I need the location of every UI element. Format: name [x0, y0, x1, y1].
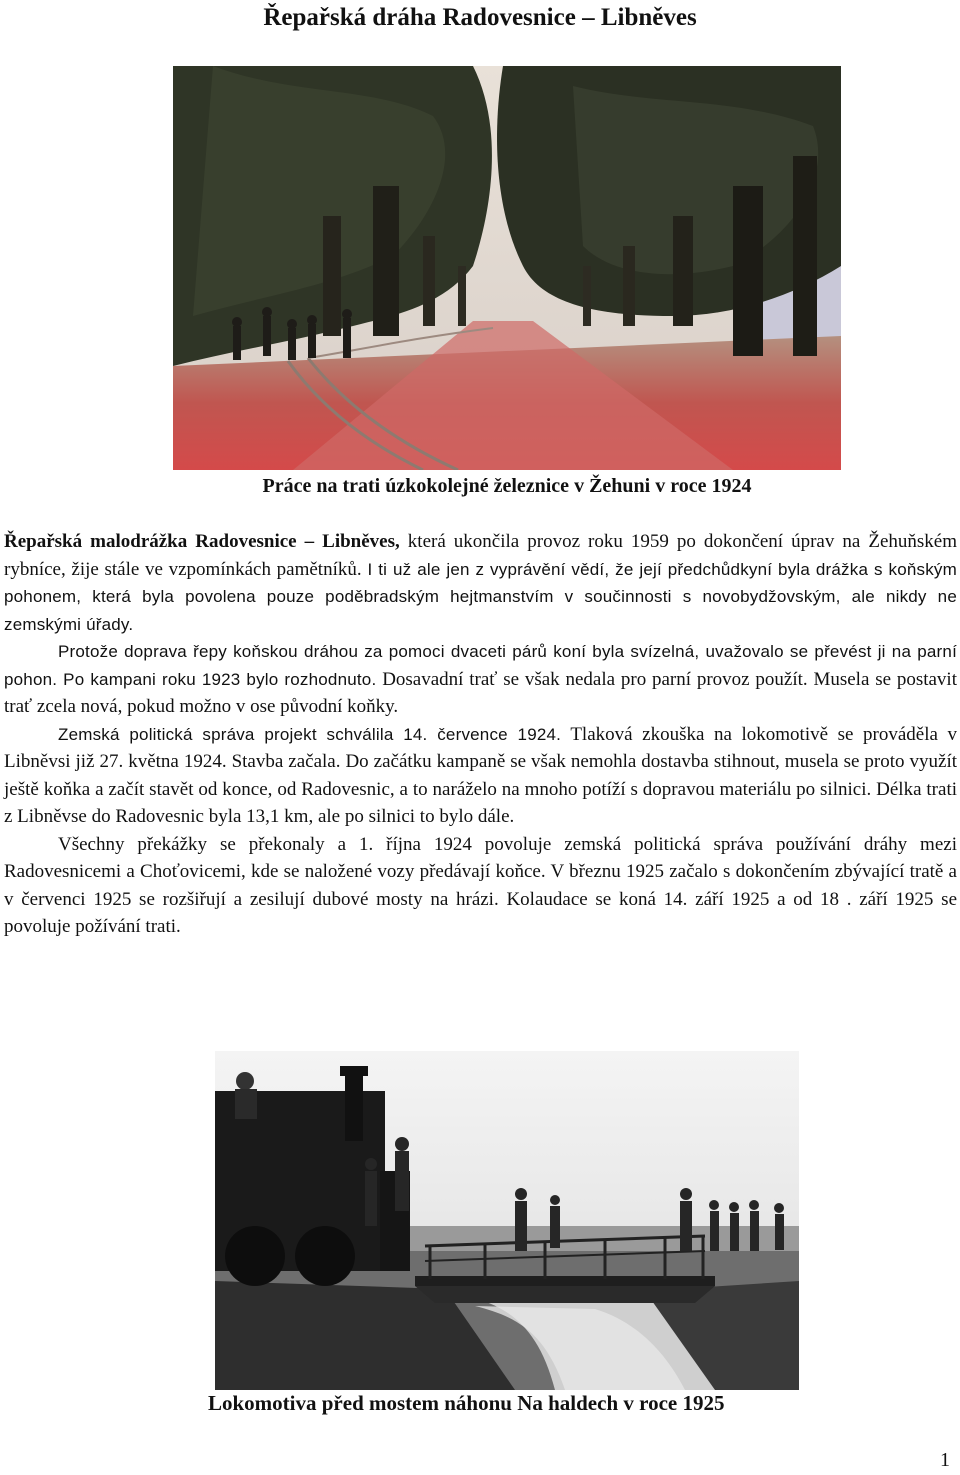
paragraph-1-lead: Řepařská malodrážka Radovesnice – Libněves,: [4, 531, 400, 552]
paragraph-4: [4, 831, 957, 941]
photo-track-construction-image: [173, 66, 841, 470]
photo-track-construction-caption: Práce na trati úzkokolejné železnice v Žehuni v roce 1924: [262, 475, 752, 497]
paragraph-1-text-b: I ti už ale jen z vyprávění vědí, že její předchůdkyní byla drážka s koňským pohonem, která byla povolena pouze poděbradským hejtmanstvím v součinnosti s novobydžovským, ale nikdy ne zemskými úřady.: [4, 559, 957, 634]
photo-locomotive-bridge: [215, 1051, 799, 1390]
page-title: Řepařská dráha Radovesnice – Libněves: [263, 4, 697, 31]
article-body: [4, 528, 957, 941]
paragraph-2-text-b: Dosavadní trať se však nedala pro parní provoz použít. Musela se postavit trať zcela nová, pokud možno v ose původní koňky.: [4, 668, 957, 717]
paragraph-1-text-a: která ukončila provoz roku 1959 po dokončení úprav na Žehuňském rybníce, žije stále ve vzpomínkách pamětníků.: [4, 531, 958, 580]
paragraph-3-text-b: Tlaková zkouška na lokomotivě se prováděla v Libněvsi již 27. května 1924. Stavba začala. Do začátku kampaně se však nemohla dostavba stihnout, musela se proto využít ještě koňka a začít stavět od konce, od Radovesnic, a to naráželo na mnoho potíží s dopravou materiálu po silnici. Délka trati z Libněvse do Radovesnic byla 13,1 km, ale po silnici to bylo dále.: [4, 723, 957, 827]
paragraph-1: [4, 528, 957, 638]
paragraph-3-text-a: Zemská politická správa projekt schválila 14. července 1924.: [58, 724, 562, 744]
photo-locomotive-bridge-image: [215, 1051, 799, 1390]
paragraph-3: [4, 721, 957, 831]
paragraph-2: [4, 638, 957, 721]
photo-locomotive-bridge-caption: Lokomotiva před mostem náhonu Na haldech v roce 1925: [208, 1391, 725, 1415]
paragraph-4-text: Všechny překážky se překonaly a 1. října 1924 povoluje zemská politická správa používání dráhy mezi Radovesnicemi a Choťovicemi, kde se naložené vozy předávají koňce. V březnu 1925 začalo s dokončením zbývající tratě a v červenci 1925 se rozšiřují a zesilují dubové mosty na hrázi. Kolaudace se koná 14. září 1925 a od 18 . září 1925 se povoluje požívání trati.: [4, 833, 957, 937]
page-number: 1: [940, 1449, 950, 1471]
paragraph-2-text-a: Protože doprava řepy koňskou dráhou za pomoci dvaceti párů koní byla svízelná, uvažovalo se převést ji na parní pohon. Po kampani roku 1923 bylo rozhodnuto.: [4, 642, 957, 689]
photo-track-construction: [173, 66, 841, 470]
